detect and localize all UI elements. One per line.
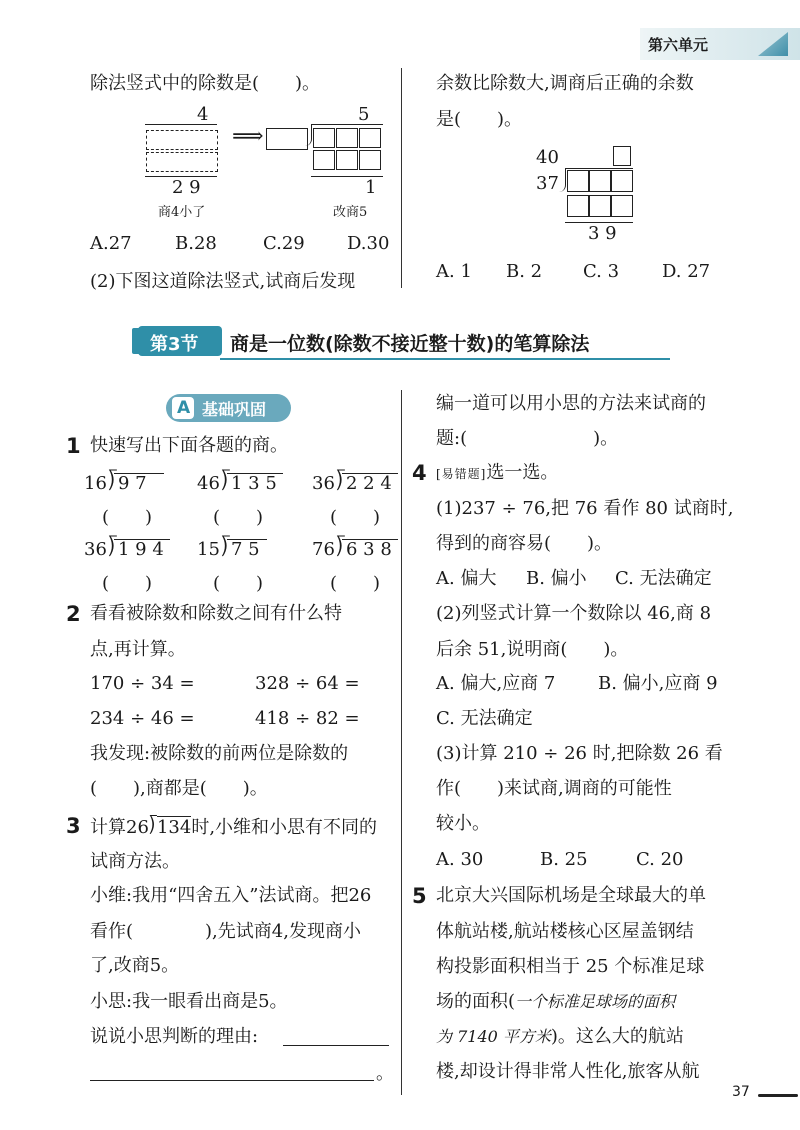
q4-p2-opt-a[interactable]: A. 偏大,应商 7 bbox=[436, 673, 556, 694]
q1-r2-bracket-3: ⟌ bbox=[336, 536, 345, 561]
q2-line4: ( ),商都是( )。 bbox=[90, 778, 268, 799]
option-c[interactable]: C.29 bbox=[263, 233, 305, 254]
fig37-divisor: 37 bbox=[536, 173, 559, 194]
q4-p3-l3: 较小。 bbox=[436, 813, 490, 834]
fig-right-remainder: 1 bbox=[365, 177, 377, 198]
top-left-line1: 除法竖式中的除数是( )。 bbox=[90, 73, 321, 94]
option-d[interactable]: D. 27 bbox=[662, 261, 711, 282]
q1-r2-dividend-3: 6 3 8 bbox=[346, 539, 392, 560]
q4-p1-opt-a[interactable]: A. 偏大 bbox=[436, 568, 497, 589]
q3-line6: 小思:我一眼看出商是5。 bbox=[90, 991, 288, 1012]
q1-r2-bracket-1: ⟌ bbox=[108, 536, 117, 561]
q1-r2-bracket-2: ⟌ bbox=[221, 536, 230, 561]
q1-r1-dividend-3: 2 2 4 bbox=[346, 473, 392, 494]
fig37-dividend-top: 40 bbox=[536, 147, 559, 168]
page-footer-decoration bbox=[758, 1094, 798, 1097]
q5-l2: 体航站楼,航站楼核心区屋盖钢结 bbox=[436, 921, 694, 942]
q4-p3-opt-c[interactable]: C. 20 bbox=[636, 849, 684, 870]
q2-eq4: 418 ÷ 82 = bbox=[255, 708, 360, 729]
section-title: 商是一位数(除数不接近整十数)的笔算除法 bbox=[230, 333, 590, 355]
option-b[interactable]: B.28 bbox=[175, 233, 217, 254]
fig-right-box1 bbox=[313, 128, 335, 148]
q5-l3: 构投影面积相当于 25 个标准足球 bbox=[436, 956, 705, 977]
top-right-line1: 余数比除数大,调商后正确的余数 bbox=[436, 73, 694, 94]
level-a-badge bbox=[166, 394, 291, 422]
q1-r1-divisor-3: 36 bbox=[312, 473, 335, 494]
page-number: 37 bbox=[732, 1084, 750, 1100]
answer-blank[interactable]: ( ) bbox=[330, 507, 381, 528]
fig-left-quotient: 4 bbox=[197, 104, 209, 125]
q4-p2-opt-b[interactable]: B. 偏小,应商 9 bbox=[598, 673, 718, 694]
q4-p2-l2: 后余 51,说明商( )。 bbox=[436, 639, 629, 660]
q2-number: 2 bbox=[66, 602, 81, 626]
q5-l5 bbox=[436, 1025, 684, 1049]
q3-line8-end: 。 bbox=[376, 1063, 394, 1084]
fig37-box6 bbox=[611, 195, 633, 217]
q2-line2: 点,再计算。 bbox=[90, 639, 186, 660]
q1-r1-dividend-2: 1 3 5 bbox=[231, 473, 277, 494]
fig-right-box5 bbox=[336, 150, 358, 170]
fig37-bracket bbox=[559, 168, 566, 192]
q4-p1-l1: (1)237 ÷ 76,把 76 看作 80 试商时, bbox=[436, 498, 734, 519]
fig-right-box4 bbox=[313, 150, 335, 170]
q3-line1-a: 计算26 bbox=[90, 817, 149, 838]
fig37-quotient-box bbox=[613, 146, 631, 166]
q1-r2-divisor-3: 76 bbox=[312, 539, 335, 560]
answer-blank[interactable]: ( ) bbox=[330, 573, 381, 594]
fig-right-caption: 改商5 bbox=[333, 205, 368, 220]
option-b[interactable]: B. 2 bbox=[506, 261, 543, 282]
option-c[interactable]: C. 3 bbox=[583, 261, 620, 282]
fig-right-quotient: 5 bbox=[358, 104, 370, 125]
q4-title-row bbox=[436, 461, 558, 486]
option-a[interactable]: A.27 bbox=[90, 233, 132, 254]
level-a-letter: A bbox=[177, 398, 191, 418]
q3-line1 bbox=[90, 814, 377, 840]
fig-right-box3 bbox=[359, 128, 381, 148]
q5-l5b: )。这么大的航站 bbox=[550, 1026, 684, 1047]
fig-left-box1 bbox=[146, 130, 218, 150]
fig-left-caption: 商4小了 bbox=[158, 205, 206, 220]
answer-blank[interactable]: ( ) bbox=[102, 507, 153, 528]
fig-left-bar bbox=[145, 124, 217, 125]
right-cont2: 题:( )。 bbox=[436, 428, 619, 449]
q1-r1-divisor-1: 16 bbox=[84, 473, 107, 494]
q4-p3-opt-b[interactable]: B. 25 bbox=[540, 849, 588, 870]
fig37-remainder: 3 9 bbox=[588, 223, 617, 244]
q2-line1: 看看被除数和除数之间有什么特 bbox=[90, 603, 342, 624]
unit-label: 第六单元 bbox=[648, 36, 709, 54]
q3-line7: 说说小思判断的理由: bbox=[90, 1026, 259, 1047]
option-d[interactable]: D.30 bbox=[347, 233, 390, 254]
unit-decoration-icon bbox=[758, 32, 788, 56]
q4-number: 4 bbox=[412, 461, 427, 485]
q2-eq3: 234 ÷ 46 = bbox=[90, 708, 195, 729]
fig-right-bar bbox=[311, 124, 383, 125]
answer-blank[interactable]: ( ) bbox=[213, 573, 264, 594]
fig37-box5 bbox=[589, 195, 611, 217]
q3-line2: 试商方法。 bbox=[90, 851, 180, 872]
fig37-box3 bbox=[611, 170, 633, 192]
q3-answer-line-1[interactable] bbox=[283, 1045, 389, 1046]
q3-line4: 看作( ),先试商4,发现商小 bbox=[90, 921, 361, 942]
fig-right-bracket bbox=[305, 124, 312, 146]
q5-l6: 楼,却设计得非常人性化,旅客从航 bbox=[436, 1061, 700, 1082]
answer-blank[interactable]: ( ) bbox=[213, 507, 264, 528]
fig37-box2 bbox=[589, 170, 611, 192]
q1-text: 快速写出下面各题的商。 bbox=[90, 435, 288, 456]
section-banner-line bbox=[220, 358, 670, 360]
q1-r2-dividend-1: 1 9 4 bbox=[118, 539, 164, 560]
fig-left-box2 bbox=[146, 152, 218, 172]
q5-l4a: 场的面积( bbox=[436, 991, 516, 1012]
fig-left-remainder: 2 9 bbox=[172, 177, 201, 198]
q1-r2-dividend-2: 7 5 bbox=[231, 539, 260, 560]
q3-line5: 了,改商5。 bbox=[90, 955, 180, 976]
q3-number: 3 bbox=[66, 814, 81, 838]
fig37-bar bbox=[565, 168, 633, 169]
unit-header bbox=[640, 28, 800, 60]
q3-line1-b: 时,小维和小思有不同的 bbox=[191, 817, 378, 838]
q4-p3-l1: (3)计算 210 ÷ 26 时,把除数 26 看 bbox=[436, 743, 723, 764]
q3-answer-line-2[interactable] bbox=[90, 1080, 374, 1081]
q1-r1-bracket-3: ⟌ bbox=[336, 470, 345, 495]
section-badge-label: 第3节 bbox=[150, 334, 199, 355]
section-banner bbox=[130, 326, 670, 360]
q4-p1-opt-b[interactable]: B. 偏小 bbox=[526, 568, 587, 589]
fig-right-box2 bbox=[336, 128, 358, 148]
q5-l1: 北京大兴国际机场是全球最大的单 bbox=[436, 885, 706, 906]
q4-p3-l2: 作( )来试商,调商的可能性 bbox=[436, 778, 672, 799]
q5-number: 5 bbox=[412, 884, 427, 908]
fig37-box4 bbox=[567, 195, 589, 217]
q3-dividend: 134 bbox=[156, 817, 192, 838]
q1-r2-divisor-2: 15 bbox=[197, 539, 220, 560]
q1-r1-bracket-1: ⟌ bbox=[108, 470, 117, 495]
q4-p2-opt-c[interactable]: C. 无法确定 bbox=[436, 708, 533, 729]
arrow-icon: ⟹ bbox=[232, 124, 264, 149]
q1-r2-divisor-1: 36 bbox=[84, 539, 107, 560]
q4-p3-opt-a[interactable]: A. 30 bbox=[436, 849, 484, 870]
q4-p1-l2: 得到的商容易( )。 bbox=[436, 533, 613, 554]
q4-p1-opt-c[interactable]: C. 无法确定 bbox=[615, 568, 712, 589]
option-a[interactable]: A. 1 bbox=[436, 261, 472, 282]
fig37-box1 bbox=[567, 170, 589, 192]
q2-eq2: 328 ÷ 64 = bbox=[255, 673, 360, 694]
top-left-q2-start: (2)下图这道除法竖式,试商后发现 bbox=[90, 271, 356, 292]
q5-l4 bbox=[436, 990, 675, 1014]
q3-line3: 小维:我用“四舍五入”法试商。把26 bbox=[90, 885, 372, 906]
q1-r1-bracket-2: ⟌ bbox=[221, 470, 230, 495]
column-divider-top bbox=[401, 68, 402, 288]
q1-r1-divisor-2: 46 bbox=[197, 473, 220, 494]
q2-eq1: 170 ÷ 34 = bbox=[90, 673, 195, 694]
q5-l4b: 一个标准足球场的面积 bbox=[515, 992, 676, 1011]
level-a-label: 基础巩固 bbox=[202, 400, 267, 419]
q4-tag: [易错题] bbox=[436, 467, 487, 481]
q4-title: 选一选。 bbox=[486, 462, 559, 483]
q1-r1-dividend-1: 9 7 bbox=[118, 473, 147, 494]
answer-blank[interactable]: ( ) bbox=[102, 573, 153, 594]
q4-p2-l1: (2)列竖式计算一个数除以 46,商 8 bbox=[436, 603, 712, 624]
q3-div-bracket: ⟌ bbox=[148, 814, 157, 838]
level-a-letter-box bbox=[172, 397, 194, 419]
right-cont1: 编一道可以用小思的方法来试商的 bbox=[436, 393, 706, 414]
page-footer bbox=[730, 1082, 800, 1104]
fig-divisor-box bbox=[266, 128, 308, 150]
q5-l5a: 为 7140 平方米 bbox=[436, 1027, 551, 1046]
top-right-line2: 是( )。 bbox=[436, 109, 523, 130]
column-divider-bottom bbox=[401, 390, 402, 1095]
fig-right-box6 bbox=[359, 150, 381, 170]
q1-number: 1 bbox=[66, 434, 81, 458]
section-badge bbox=[138, 326, 222, 356]
q2-line3: 我发现:被除数的前两位是除数的 bbox=[90, 743, 349, 764]
